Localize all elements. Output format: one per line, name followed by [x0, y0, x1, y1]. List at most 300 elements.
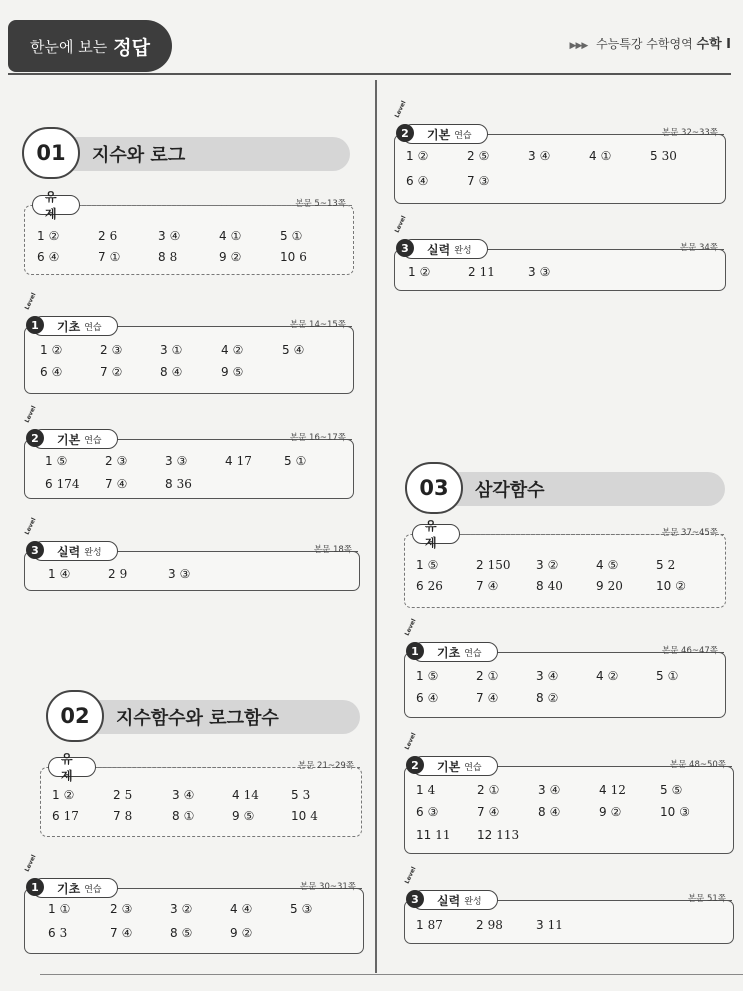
section-sublabel: 연습 — [84, 322, 102, 333]
answer-value: 6 — [109, 229, 118, 243]
section-tab-yuje — [48, 752, 96, 783]
chapter-01-header — [22, 127, 350, 179]
answer-value: 98 — [487, 918, 503, 932]
answer-value: ② — [230, 250, 242, 264]
level-word: Level — [403, 617, 418, 637]
answer-number: 10 — [660, 805, 676, 819]
answer-item — [477, 805, 499, 819]
answer-number: 6 — [416, 691, 424, 705]
answer-number: 3 — [160, 343, 168, 357]
answer-item — [158, 250, 177, 264]
answer-value: ③ — [121, 902, 133, 916]
answer-number: 1 — [416, 558, 424, 572]
answer-item — [172, 809, 194, 823]
chapter-02-header — [46, 690, 360, 742]
section-sublabel: 연습 — [84, 435, 102, 446]
answer-number: 1 — [408, 265, 416, 279]
section-sublabel: 연습 — [464, 762, 482, 773]
answer-value: ⑤ — [56, 454, 68, 468]
answer-number: 1 — [416, 783, 424, 797]
level-word: Level — [403, 865, 418, 885]
answer-item — [596, 558, 618, 572]
answer-item — [538, 805, 560, 819]
answer-item — [170, 902, 192, 916]
answer-item — [219, 229, 241, 243]
answer-item — [291, 788, 310, 802]
answer-value: ① — [488, 783, 500, 797]
answer-number: 5 — [290, 902, 298, 916]
answer-value: ④ — [427, 691, 439, 705]
level-2-badge-icon: 2 — [396, 124, 414, 142]
answer-number: 3 — [158, 229, 166, 243]
answer-item — [536, 691, 558, 705]
page-reference: 본문 48~50쪽 — [669, 760, 726, 770]
section-sublabel: 연습 — [464, 648, 482, 659]
level-2-badge-icon: 2 — [406, 756, 424, 774]
answer-value: ④ — [121, 926, 133, 940]
level-word: Level — [23, 853, 38, 873]
answer-item — [37, 229, 59, 243]
answer-number: 2 — [477, 783, 485, 797]
answer-number: 5 — [660, 783, 668, 797]
answer-value: ② — [610, 805, 622, 819]
answer-number: 2 — [476, 558, 484, 572]
answer-value: ⑤ — [243, 809, 255, 823]
answer-value: 3 — [302, 788, 311, 802]
answer-value: 11 — [479, 265, 495, 279]
page-reference: 본문 21~29쪽 — [297, 761, 354, 771]
answer-number: 2 — [113, 788, 121, 802]
section-sublabel: 완성 — [454, 245, 472, 256]
answer-number: 3 — [536, 669, 544, 683]
answer-number: 1 — [45, 454, 53, 468]
answer-number: 7 — [100, 365, 108, 379]
answer-item — [230, 902, 252, 916]
answer-item — [48, 926, 67, 940]
answer-item — [656, 558, 675, 572]
answer-number: 7 — [98, 250, 106, 264]
answer-value: ① — [291, 229, 303, 243]
answer-number: 2 — [467, 149, 475, 163]
answer-number: 8 — [536, 579, 544, 593]
answer-value: ⑤ — [232, 365, 244, 379]
answer-value: 11 — [435, 828, 451, 842]
answer-number: 10 — [656, 579, 672, 593]
answer-number: 2 — [100, 343, 108, 357]
answer-value: ③ — [111, 343, 123, 357]
answer-item — [528, 149, 550, 163]
answer-item — [476, 579, 498, 593]
answer-item — [468, 265, 495, 279]
answer-value: ② — [417, 149, 429, 163]
answer-item — [599, 805, 621, 819]
answer-item — [416, 691, 438, 705]
answer-number: 2 — [476, 918, 484, 932]
level-word: Level — [23, 291, 38, 311]
answer-number: 1 — [416, 918, 424, 932]
answer-number: 6 — [52, 809, 60, 823]
answer-value: 11 — [547, 918, 563, 932]
answer-item — [45, 477, 80, 491]
answer-number: 1 — [406, 149, 414, 163]
answer-number: 7 — [113, 809, 121, 823]
answer-box-c3_yuje — [404, 534, 726, 608]
answer-value: ② — [241, 926, 253, 940]
answer-value: 12 — [610, 783, 626, 797]
answer-item — [536, 918, 563, 932]
answer-item — [52, 788, 74, 802]
section-tab-yuje — [32, 190, 80, 221]
answer-number: 12 — [477, 828, 493, 842]
answer-value: 8 — [124, 809, 133, 823]
book-strong: 수학 I — [696, 37, 731, 52]
answer-item — [37, 250, 59, 264]
level-3-badge-icon: 3 — [396, 239, 414, 257]
answer-value: ④ — [539, 149, 551, 163]
answer-number: 3 — [536, 918, 544, 932]
answer-number: 6 — [406, 174, 414, 188]
section-tab-l2 — [402, 124, 488, 144]
answer-value: ① — [487, 669, 499, 683]
answer-value: ③ — [427, 805, 439, 819]
answer-value: ④ — [487, 691, 499, 705]
answer-number: 4 — [596, 558, 604, 572]
page-reference: 본문 16~17쪽 — [289, 433, 346, 443]
answer-item — [408, 265, 430, 279]
answer-item — [290, 902, 312, 916]
page-reference: 본문 5~13쪽 — [295, 199, 346, 209]
answer-number: 5 — [284, 454, 292, 468]
answer-number: 4 — [219, 229, 227, 243]
answer-value: 8 — [169, 250, 178, 264]
answer-item — [280, 250, 307, 264]
answer-number: 3 — [536, 558, 544, 572]
answer-number: 4 — [230, 902, 238, 916]
answer-item — [656, 579, 686, 593]
answer-item — [100, 343, 122, 357]
header-divider — [8, 73, 731, 75]
answer-item — [113, 809, 132, 823]
answer-item — [52, 809, 79, 823]
answer-item — [170, 926, 192, 940]
answer-item — [232, 788, 259, 802]
answer-value: ② — [111, 365, 123, 379]
answer-value: ① — [59, 902, 71, 916]
answer-number: 6 — [45, 477, 53, 491]
answer-item — [219, 250, 241, 264]
answer-item — [416, 828, 451, 842]
answer-value: ① — [600, 149, 612, 163]
answer-number: 2 — [108, 567, 116, 581]
answer-value: 14 — [243, 788, 259, 802]
answer-number: 4 — [596, 669, 604, 683]
answer-number: 6 — [416, 579, 424, 593]
section-label: 유제 — [45, 190, 57, 221]
answer-number: 8 — [170, 926, 178, 940]
answer-value: ① — [667, 669, 679, 683]
answer-number: 8 — [160, 365, 168, 379]
answer-number: 9 — [219, 250, 227, 264]
answer-value: ⑤ — [671, 783, 683, 797]
chapter-title: 삼각함수 — [475, 480, 545, 501]
answer-item — [232, 809, 254, 823]
answer-number: 3 — [528, 149, 536, 163]
level-2-badge-icon: 2 — [26, 429, 44, 447]
answer-number: 9 — [232, 809, 240, 823]
answer-item — [476, 558, 511, 572]
answer-value: ② — [232, 343, 244, 357]
answer-number: 2 — [468, 265, 476, 279]
answer-number: 5 — [656, 669, 664, 683]
answer-item — [660, 805, 690, 819]
page-reference: 본문 51쪽 — [687, 894, 726, 904]
answer-value: ③ — [301, 902, 313, 916]
section-tab-yuje — [412, 519, 460, 550]
answer-box-c1_yuje — [24, 205, 354, 275]
answer-item — [48, 567, 70, 581]
answer-value: ④ — [549, 805, 561, 819]
answer-value: ① — [171, 343, 183, 357]
answer-value: 36 — [176, 477, 192, 491]
answer-value: ④ — [487, 579, 499, 593]
answer-item — [110, 926, 132, 940]
answer-item — [98, 250, 120, 264]
answer-number: 6 — [48, 926, 56, 940]
answer-number: 4 — [232, 788, 240, 802]
answer-number: 7 — [477, 805, 485, 819]
book-title — [570, 33, 731, 52]
answer-value: ① — [183, 809, 195, 823]
answer-item — [477, 828, 519, 842]
answer-value: ③ — [478, 174, 490, 188]
answer-item — [165, 477, 192, 491]
answer-item — [660, 783, 682, 797]
answer-value: ⑤ — [478, 149, 490, 163]
answer-item — [113, 788, 132, 802]
section-label: 실력 — [437, 893, 461, 908]
answer-number: 4 — [599, 783, 607, 797]
chapter-title: 지수와 로그 — [92, 145, 186, 166]
book-prefix: 수능특강 수학영역 — [596, 37, 693, 51]
section-sublabel: 연습 — [454, 130, 472, 141]
answer-item — [476, 918, 503, 932]
answer-item — [589, 149, 611, 163]
answer-item — [528, 265, 550, 279]
answer-number: 3 — [172, 788, 180, 802]
level-word: Level — [393, 214, 408, 234]
answer-value: ④ — [48, 250, 60, 264]
answer-number: 6 — [40, 365, 48, 379]
answer-item — [599, 783, 626, 797]
answer-number: 2 — [476, 669, 484, 683]
chapter-number: 03 — [405, 462, 463, 514]
answer-value: ② — [547, 558, 559, 572]
answer-value: 6 — [299, 250, 307, 264]
answer-number: 5 — [282, 343, 290, 357]
answer-value: ④ — [417, 174, 429, 188]
answer-number: 8 — [158, 250, 166, 264]
header-tab-prefix: 한눈에 보는 — [30, 37, 108, 56]
answer-value: ④ — [183, 788, 195, 802]
section-tab-l3 — [402, 239, 488, 259]
answer-value: ④ — [547, 669, 559, 683]
answer-number: 1 — [40, 343, 48, 357]
answer-value: 30 — [661, 149, 677, 163]
answer-value: 9 — [119, 567, 128, 581]
answer-item — [467, 174, 489, 188]
answer-value: 17 — [236, 454, 252, 468]
answer-item — [221, 365, 243, 379]
answer-value: ④ — [59, 567, 71, 581]
answer-number: 1 — [37, 229, 45, 243]
answer-item — [160, 343, 182, 357]
level-1-badge-icon: 1 — [26, 878, 44, 896]
answer-value: ② — [48, 229, 60, 243]
answer-number: 5 — [291, 788, 299, 802]
answer-number: 8 — [538, 805, 546, 819]
answer-number: 3 — [165, 454, 173, 468]
answer-item — [40, 365, 62, 379]
section-sublabel: 완성 — [84, 547, 102, 558]
answer-number: 10 — [291, 809, 307, 823]
answer-value: ⑤ — [427, 669, 439, 683]
answer-item — [416, 669, 438, 683]
answer-value: 40 — [547, 579, 563, 593]
chapter-title: 지수함수와 로그함수 — [116, 708, 279, 729]
answer-value: ① — [295, 454, 307, 468]
section-label: 유제 — [425, 519, 437, 550]
answer-number: 3 — [538, 783, 546, 797]
page-reference: 본문 32~33쪽 — [661, 128, 718, 138]
section-label: 기초 — [57, 881, 81, 896]
answer-number: 2 — [105, 454, 113, 468]
answer-item — [105, 454, 127, 468]
answer-item — [467, 149, 489, 163]
answer-item — [476, 669, 498, 683]
answer-value: ⑤ — [427, 558, 439, 572]
answer-item — [291, 809, 318, 823]
column-divider — [375, 80, 377, 973]
answer-value: ② — [419, 265, 431, 279]
answer-item — [538, 783, 560, 797]
answer-value: 150 — [487, 558, 511, 572]
answer-item — [596, 669, 618, 683]
answer-item — [110, 902, 132, 916]
answer-number: 9 — [596, 579, 604, 593]
section-label: 실력 — [427, 242, 451, 257]
answer-item — [416, 783, 435, 797]
answer-value: ② — [181, 902, 193, 916]
section-tab-l2 — [412, 756, 498, 776]
level-word: Level — [393, 99, 408, 119]
answer-number: 8 — [165, 477, 173, 491]
answer-value: ② — [547, 691, 559, 705]
page-reference: 본문 30~31쪽 — [299, 882, 356, 892]
answer-value: ② — [607, 669, 619, 683]
answer-box-c2_l2 — [394, 134, 726, 204]
level-3-badge-icon: 3 — [26, 541, 44, 559]
answer-number: 3 — [170, 902, 178, 916]
section-tab-l3 — [32, 541, 118, 561]
answer-value: ③ — [176, 454, 188, 468]
answer-value: ③ — [679, 805, 691, 819]
answer-value: ④ — [169, 229, 181, 243]
answer-item — [476, 691, 498, 705]
header-tab — [8, 20, 172, 72]
answer-box-c2_yuje — [40, 767, 362, 837]
section-label: 기본 — [57, 432, 81, 447]
chapter-03-header — [405, 462, 725, 514]
answer-number: 7 — [476, 691, 484, 705]
chapter-number: 01 — [22, 127, 80, 179]
page-reference: 본문 46~47쪽 — [661, 646, 718, 656]
answer-value: 3 — [59, 926, 68, 940]
answer-number: 9 — [230, 926, 238, 940]
section-tab-l1 — [412, 642, 498, 662]
level-1-badge-icon: 1 — [26, 316, 44, 334]
answer-number: 5 — [656, 558, 664, 572]
answer-number: 10 — [280, 250, 296, 264]
answer-item — [282, 343, 304, 357]
answer-item — [172, 788, 194, 802]
answer-value: ② — [675, 579, 687, 593]
answer-item — [536, 669, 558, 683]
answer-item — [230, 926, 252, 940]
answer-item — [100, 365, 122, 379]
answer-number: 9 — [221, 365, 229, 379]
answer-value: ④ — [488, 805, 500, 819]
answer-number: 5 — [650, 149, 658, 163]
answer-item — [160, 365, 182, 379]
answer-value: ③ — [179, 567, 191, 581]
answer-item — [596, 579, 623, 593]
section-sublabel: 완성 — [464, 896, 482, 907]
answer-item — [284, 454, 306, 468]
answer-value: ④ — [241, 902, 253, 916]
section-label: 유제 — [61, 752, 73, 783]
answer-number: 3 — [528, 265, 536, 279]
answer-item — [536, 558, 558, 572]
answer-item — [225, 454, 252, 468]
answer-value: 174 — [56, 477, 80, 491]
answer-number: 9 — [599, 805, 607, 819]
answer-number: 8 — [536, 691, 544, 705]
answer-value: ⑤ — [181, 926, 193, 940]
triple-arrow-icon: ▶▶▶ — [569, 41, 588, 51]
level-word: Level — [403, 731, 418, 751]
answer-number: 5 — [280, 229, 288, 243]
section-label: 기초 — [57, 319, 81, 334]
answer-item — [416, 805, 438, 819]
answer-item — [108, 567, 127, 581]
answer-number: 4 — [225, 454, 233, 468]
section-tab-l3 — [412, 890, 498, 910]
answer-number: 6 — [416, 805, 424, 819]
section-sublabel: 연습 — [84, 884, 102, 895]
section-label: 기초 — [437, 645, 461, 660]
level-word: Level — [23, 404, 38, 424]
answer-number: 1 — [52, 788, 60, 802]
answer-value: ④ — [549, 783, 561, 797]
answer-number: 1 — [48, 902, 56, 916]
answer-number: 4 — [221, 343, 229, 357]
answer-item — [221, 343, 243, 357]
answer-value: ⑤ — [607, 558, 619, 572]
answer-value: 4 — [310, 809, 318, 823]
answer-number: 2 — [110, 902, 118, 916]
answer-number: 7 — [105, 477, 113, 491]
answer-number: 4 — [589, 149, 597, 163]
